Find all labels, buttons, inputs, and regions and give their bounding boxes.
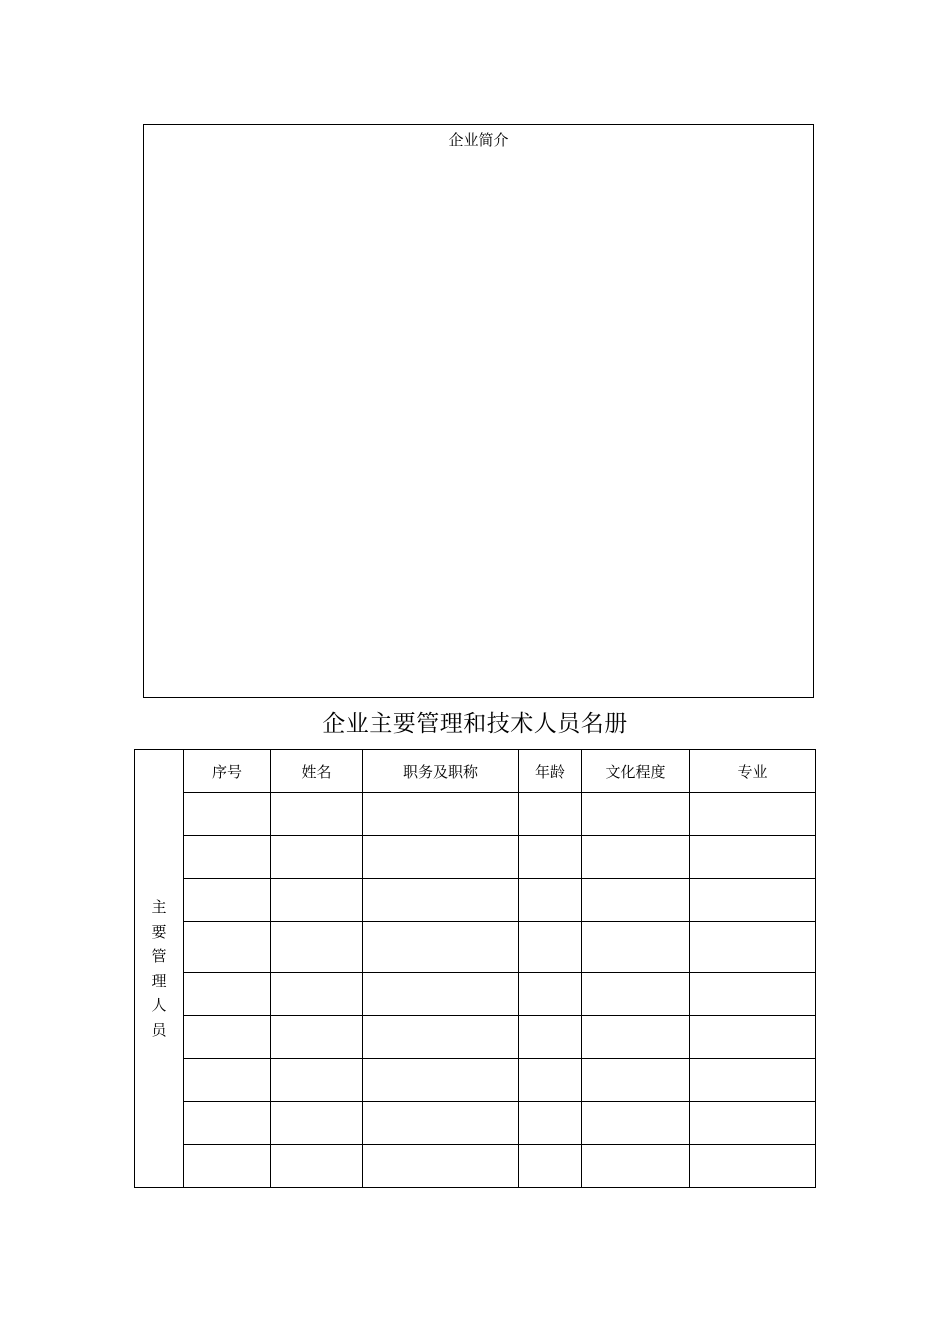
table-cell[interactable] (271, 879, 363, 922)
staff-roster-table (134, 749, 816, 1188)
table-cell[interactable] (519, 1016, 582, 1059)
table-cell[interactable] (271, 1145, 363, 1188)
table-cell[interactable] (363, 1102, 519, 1145)
section-label: 主要管理人员 (151, 898, 167, 1039)
table-cell[interactable] (519, 922, 582, 973)
table-cell[interactable] (519, 879, 582, 922)
table-cell[interactable] (519, 1102, 582, 1145)
column-header-major: 专业 (690, 750, 816, 793)
table-cell[interactable] (184, 922, 271, 973)
table-cell[interactable] (271, 836, 363, 879)
table-cell[interactable] (363, 1059, 519, 1102)
table-cell[interactable] (690, 1059, 816, 1102)
table-header-row (135, 750, 816, 793)
column-header-education: 文化程度 (582, 750, 690, 793)
table-cell[interactable] (582, 1016, 690, 1059)
table-cell[interactable] (690, 973, 816, 1016)
table-cell[interactable] (184, 793, 271, 836)
table-cell[interactable] (184, 1102, 271, 1145)
table-cell[interactable] (690, 1102, 816, 1145)
table-cell[interactable] (690, 922, 816, 973)
table-cell[interactable] (271, 973, 363, 1016)
table-cell[interactable] (582, 973, 690, 1016)
table-cell[interactable] (271, 793, 363, 836)
table-cell[interactable] (184, 1016, 271, 1059)
table-cell[interactable] (582, 879, 690, 922)
table-cell[interactable] (582, 793, 690, 836)
table-cell[interactable] (363, 1016, 519, 1059)
table-cell[interactable] (582, 922, 690, 973)
table-cell[interactable] (363, 922, 519, 973)
table-cell[interactable] (582, 1059, 690, 1102)
table-cell[interactable] (519, 1059, 582, 1102)
table-cell[interactable] (271, 1016, 363, 1059)
table-row (135, 1059, 816, 1102)
column-header-index: 序号 (184, 750, 271, 793)
table-cell[interactable] (184, 1145, 271, 1188)
roster-heading: 企业主要管理和技术人员名册 (322, 711, 628, 737)
table-cell[interactable] (363, 836, 519, 879)
table-row (135, 836, 816, 879)
company-intro-box (143, 124, 814, 698)
table-cell[interactable] (271, 1102, 363, 1145)
table-row (135, 1016, 816, 1059)
table-row (135, 973, 816, 1016)
table-row (135, 793, 816, 836)
column-header-age: 年龄 (519, 750, 582, 793)
table-cell[interactable] (363, 1145, 519, 1188)
table-cell[interactable] (519, 793, 582, 836)
table-cell[interactable] (582, 836, 690, 879)
table-cell[interactable] (363, 793, 519, 836)
table-cell[interactable] (690, 879, 816, 922)
table-row (135, 879, 816, 922)
table-cell[interactable] (690, 836, 816, 879)
table-row (135, 1145, 816, 1188)
company-intro-title: 企业简介 (448, 131, 509, 149)
table-cell[interactable] (519, 973, 582, 1016)
table-cell[interactable] (363, 879, 519, 922)
column-header-name: 姓名 (271, 750, 363, 793)
section-label-cell (135, 750, 184, 1188)
table-row (135, 1102, 816, 1145)
table-cell[interactable] (184, 973, 271, 1016)
table-cell[interactable] (690, 1145, 816, 1188)
table-row (135, 922, 816, 973)
table-cell[interactable] (184, 1059, 271, 1102)
table-cell[interactable] (184, 879, 271, 922)
table-cell[interactable] (690, 793, 816, 836)
table-cell[interactable] (582, 1102, 690, 1145)
table-cell[interactable] (363, 973, 519, 1016)
column-header-position-title: 职务及职称 (363, 750, 519, 793)
table-cell[interactable] (184, 836, 271, 879)
table-cell[interactable] (519, 836, 582, 879)
table-cell[interactable] (519, 1145, 582, 1188)
table-cell[interactable] (271, 922, 363, 973)
table-cell[interactable] (582, 1145, 690, 1188)
table-cell[interactable] (271, 1059, 363, 1102)
table-cell[interactable] (690, 1016, 816, 1059)
